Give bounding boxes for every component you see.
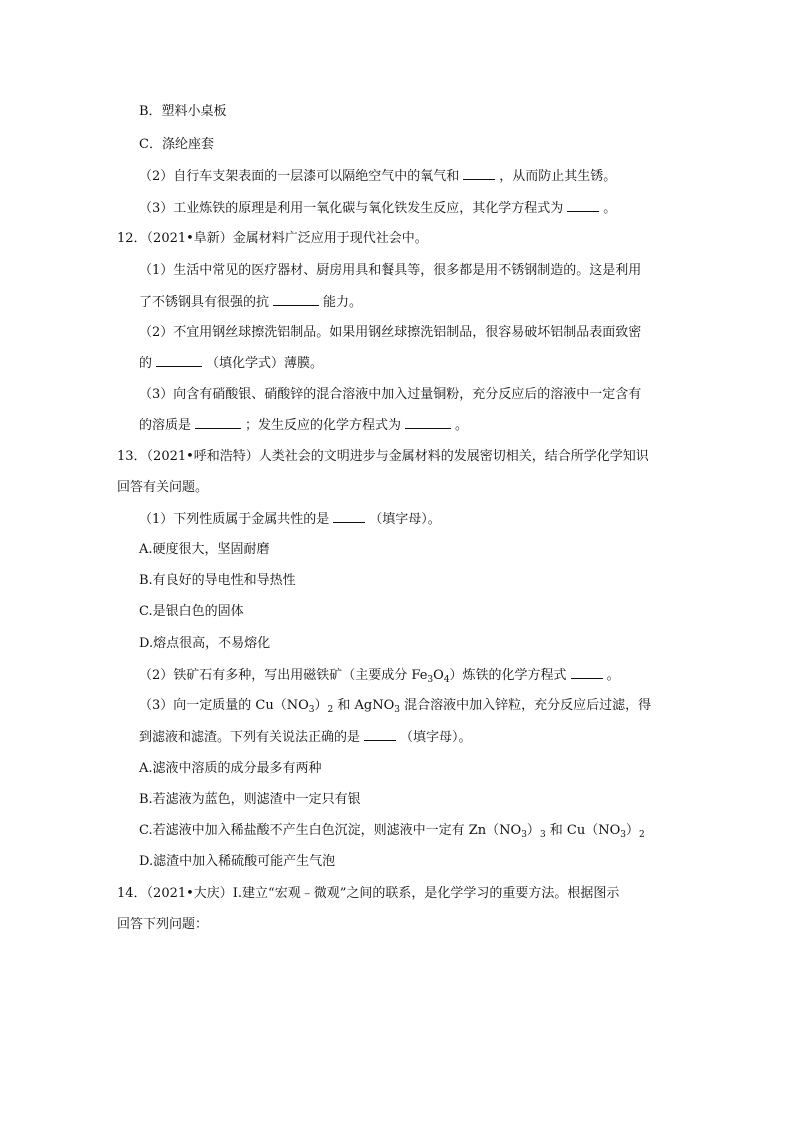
answer-blank: [463, 167, 495, 180]
q13-p3-option-b: B.若滤液为蓝色，则滤渣中一定只有银: [139, 792, 361, 807]
q13-option-d: D.熔点很高，不易熔化: [139, 636, 271, 651]
q12-part1: （1）生活中常见的医疗器材、厨房用具和餐具等，很多都是用不锈钢制造的。这是利用: [139, 263, 642, 278]
question-13-title-cont: 回答有关问题。: [117, 480, 209, 495]
q12-part1-cont: 了不锈钢具有很强的抗 能力。: [139, 295, 363, 310]
q11-part2: （2）自行车支架表面的一层漆可以隔绝空气中的氧气和 ，从而防止其生锈。: [139, 169, 617, 184]
answer-blank: [333, 510, 365, 523]
q12-part3-cont: 的溶质是 ；发生反应的化学方程式为 。: [139, 418, 469, 433]
option-c-polyester-seat: C．涤纶座套: [139, 137, 214, 152]
q13-part3: （3）向一定质量的 $Cu(NO_3)_2$ 和 AgNO$_3$ 混合溶液中加入锌粒，充分反应后过滤，得: [139, 698, 652, 715]
answer-blank: [571, 666, 603, 679]
q11-part3: （3）工业炼铁的原理是利用一氧化碳与氧化铁发生反应，其化学方程式为 。: [139, 201, 617, 216]
q13-part1: （1）下列性质属于金属共性的是 （填字母）。: [139, 512, 441, 527]
option-b-plastic-table: B．塑料小桌板: [139, 104, 227, 119]
answer-blank: [273, 293, 319, 306]
q13-part3-cont: 到滤液和滤渣。下列有关说法正确的是 （填字母）。: [139, 730, 472, 745]
answer-blank: [195, 416, 241, 429]
answer-blank: [567, 199, 599, 212]
q13-part2: （2）铁矿石有多种，写出用磁铁矿（主要成分 $Fe_3O_4$）炼铁的化学方程式 。: [139, 668, 620, 685]
q13-option-a: A.硬度很大，坚固耐磨: [139, 542, 270, 557]
question-13-title: 13．（2021•呼和浩特）人类社会的文明进步与金属材料的发展密切相关，结合所学化学知识: [117, 449, 649, 464]
q13-p3-option-c: C.若滤液中加入稀盐酸不产生白色沉淀，则滤液中一定有 $Zn(NO_3)_3$ 和 $Cu(NO_3)_2$: [139, 823, 645, 840]
q12-part3: （3）向含有硝酸银、硝酸锌的混合溶液中加入过量铜粉，充分反应后的溶液中一定含有: [139, 387, 642, 402]
q13-option-c: C.是银白色的固体: [139, 604, 244, 619]
answer-blank: [364, 728, 396, 741]
answer-blank: [156, 354, 202, 367]
q13-option-b: B.有良好的导电性和导热性: [139, 573, 296, 588]
question-14-title-cont: 回答下列问题：: [117, 917, 209, 932]
question-14-title: 14．（2021•大庆）Ⅰ.建立“宏观﹣微观”之间的联系，是化学学习的重要方法。根据图示: [117, 886, 620, 901]
q13-p3-option-a: A.滤液中溶质的成分最多有两种: [139, 761, 322, 776]
q12-part2: （2）不宜用钢丝球擦洗铝制品。如果用钢丝球擦洗铝制品，很容易破坏铝制品表面致密: [139, 325, 642, 340]
answer-blank: [405, 416, 451, 429]
q12-part2-cont: 的 （填化学式）薄膜。: [139, 356, 324, 371]
q13-p3-option-d: D.滤渣中加入稀硫酸可能产生气泡: [139, 854, 336, 869]
question-12-title: 12．（2021•阜新）金属材料广泛应用于现代社会中。: [117, 231, 428, 246]
